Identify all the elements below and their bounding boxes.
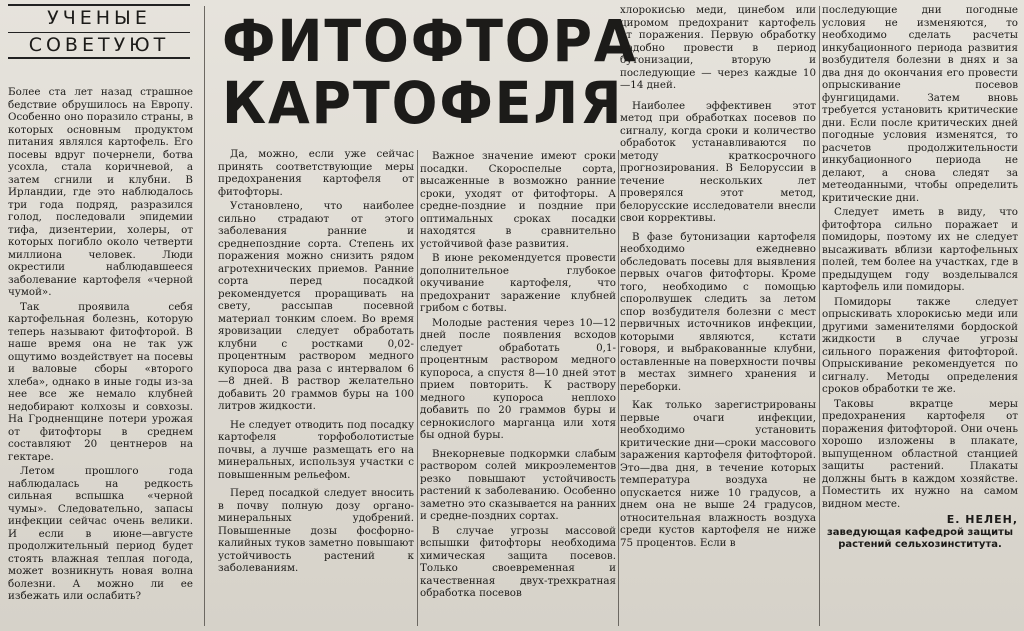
paragraph: В случае угрозы массовой вспышки фитофторы необходима химическая защита посевов. Только своевременная и качественная двух-трехкратная обработка посевов — [420, 524, 616, 599]
paragraph: Летом прошлого года наблюдалась на редкость сильная вспышка «черной чумы». Следовательно, запасы инфекции сейчас очень велики. И если в июне—августе продолжительный период будет стоять влажная теплая погода, может возникнуть новая волна болезни. А можно ли ее избежать или ослабить? — [8, 465, 193, 602]
rubric-line-2: СОВЕТУЮТ — [28, 34, 170, 56]
paragraph: Более ста лет назад страшное бедствие обрушилось на Европу. Особенно оно поразило страны, в которых основным продуктом питания являлся картофель. Его посевы вдруг почернели, ботва усохла, стала коричневой, а затем сгнили и клубни. В Ирландии, где это наблюдалось три года подряд, разразился голод, последовали эпидемии тифа, дизентерии, холеры, от которых погибло около четверти миллиона человек. Люди окрестили наблюдавшееся заболевание картофеля «черной чумой». — [8, 86, 193, 298]
paragraph: Помидоры также следует опрыскивать хлорокисью меди или другими заменителями бордоской жидкости в случае угрозы сильного поражения фитофторой. Опрыскивание рекомендуется по сигналу. Методы определения сроков обработки те же. — [822, 295, 1018, 395]
paragraph: В июне рекомендуется провести дополнительное глубокое окучивание картофеля, что предохранит заражение клубней грибом с ботвы. — [420, 252, 616, 314]
rubric-line-1: УЧЕНЫЕ — [47, 7, 151, 29]
paragraph: Внекорневые подкормки слабым раствором солей микроэлементов резко повышают устойчивость растений к заболеванию. Особенно заметно это сказывается на ранних и средне-поздних сортах. — [420, 447, 616, 522]
text-column-2 — [218, 148, 414, 626]
author-title: заведующая кафедрой защиты растений сельхозинститута. — [827, 526, 1013, 550]
text-column-4 — [620, 4, 816, 626]
rubric-box — [6, 4, 192, 59]
text-column-3 — [420, 150, 616, 626]
paragraph: Наиболее эффективен этот метод при обработках посевов по сигналу, когда сроки и количество обработок устанавливаются по методу краткосрочного прогнозирования. В Белоруссии в течение нескольких лет проверялся этот метод, белорусские исследователи внесли свои коррективы. — [620, 99, 816, 224]
column-divider — [618, 150, 619, 626]
paragraph: Перед посадкой следует вносить в почву полную дозу органо-минеральных удобрений. Повышенные дозы фосфорно-калийных туков заметно повышают устойчивость растений к заболеваниям. — [218, 487, 414, 574]
rubric-bottom-rule — [8, 57, 190, 59]
author-name: Е. НЕЛЕН, — [946, 513, 1018, 526]
column-divider — [819, 6, 820, 626]
paragraph: Установлено, что наиболее сильно страдают от этого заболевания ранние и среднепоздние сорта. Степень их поражения можно снизить рядом агротехнических приемов. Ранние сорта перед посадкой рекомендуется проращивать на свету, рассыпав посевной материал тонким слоем. Во время яровизации следует обработать клубни с ростками 0,02-процентным раствором медного купороса два раза с интервалом 6—8 дней. В раствор желательно добавить 20 граммов буры на 100 литров жидкости. — [218, 200, 414, 412]
article-headline — [222, 7, 641, 137]
paragraph: Так проявила себя картофельная болезнь, которую теперь называют фитофторой. В наше время она не так уж ощутимо воздействует на посевы и валовые сборы «второго хлеба», однако в иные годы из-за нее все же немало клубней недобирают колхозы и совхозы. На Гродненщине потери урожая от фитофторы в среднем составляют 20 центнеров на гектаре. — [8, 300, 193, 463]
headline-line-2: КАРТОФЕЛЯ — [222, 69, 624, 137]
column-divider — [417, 150, 418, 626]
text-column-1 — [8, 86, 193, 626]
column-divider — [204, 6, 205, 626]
headline-line-1: ФИТОФТОРА — [222, 7, 638, 75]
paragraph: Да, можно, если уже сейчас принять соответствующие меры предохранения картофеля от фитофторы. — [218, 148, 414, 198]
text-column-5 — [822, 4, 1018, 626]
paragraph: Таковы вкратце меры предохранения картофеля от поражения фитофторой. Они очень хорошо изложены в плакате, выпущенном областной станцией защиты растений. Плакаты должны быть в каждом хозяйстве. Поместить их нужно на самом видном месте. — [822, 397, 1018, 510]
paragraph: Следует иметь в виду, что фитофтора сильно поражает и помидоры, поэтому их не следует высаживать вблизи картофельных полей, тем более на участках, где в предыдущем году возделывался картофель или помидоры. — [822, 206, 1018, 293]
paragraph: Не следует отводить под посадку картофеля торфоболотистые почвы, а лучше размещать его на минеральных, используя участки с повышенным рельефом. — [218, 418, 414, 481]
paragraph: Важное значение имеют сроки посадки. Скороспелые сорта, высаженные в возможно ранние сроки, уходят от фитофторы. А средне-поздние и поздние при оптимальных сроках посадки находятся в сравнительно устойчивой фазе развития. — [420, 150, 616, 250]
paragraph: Как только зарегистрированы первые очаги инфекции, необходимо установить критические дни—сроки массового заражения картофеля фитофторой. Это—два дня, в течение которых температура воздуха не опускается ниже 10 градусов, а днем она не выше 24 градусов, относительная влажность воздуха среди кустов картофеля не ниже 75 процентов. Если в — [620, 399, 816, 549]
paragraph: В фазе бутонизации картофеля необходимо ежедневно обследовать посевы для выявления первых очагов фитофторы. Кроме того, необходимо с помощью споролвушек следить за летом спор возбудителя болезни с мест первичных источников инфекции, которыми являются, кстати говоря, и выбракованные клубни, оставленные на поверхности почвы в местах зимнего хранения и переборки. — [620, 230, 816, 393]
paragraph: последующие дни погодные условия не изменяются, то необходимо сделать расчеты инкубационного периода развития возбудителя болезни в днях и за два дня до окончания его провести опрыскивание посевов фунгицидами. Затем вновь требуется установить критические дни. Если после критических дней погодные условия изменятся, то расчетов продолжительности инкубационного периода не делают, а снова следят за метеоданными, чтобы определить критические дни. — [822, 4, 1018, 204]
paragraph: хлорокисью меди, цинебом или циромом предохранит картофель от поражения. Первую обработку надобно провести в период бутонизации, вторую и последующие — через каждые 10—14 дней. — [620, 4, 816, 91]
paragraph: Молодые растения через 10—12 дней после появления всходов следует обработать 0,1-процентным раствором медного купороса, а спустя 8—10 дней этот прием повторить. К раствору медного купороса неплохо добавить по 20 граммов буры и сернокислого марганца или хотя бы одной буры. — [420, 316, 616, 441]
